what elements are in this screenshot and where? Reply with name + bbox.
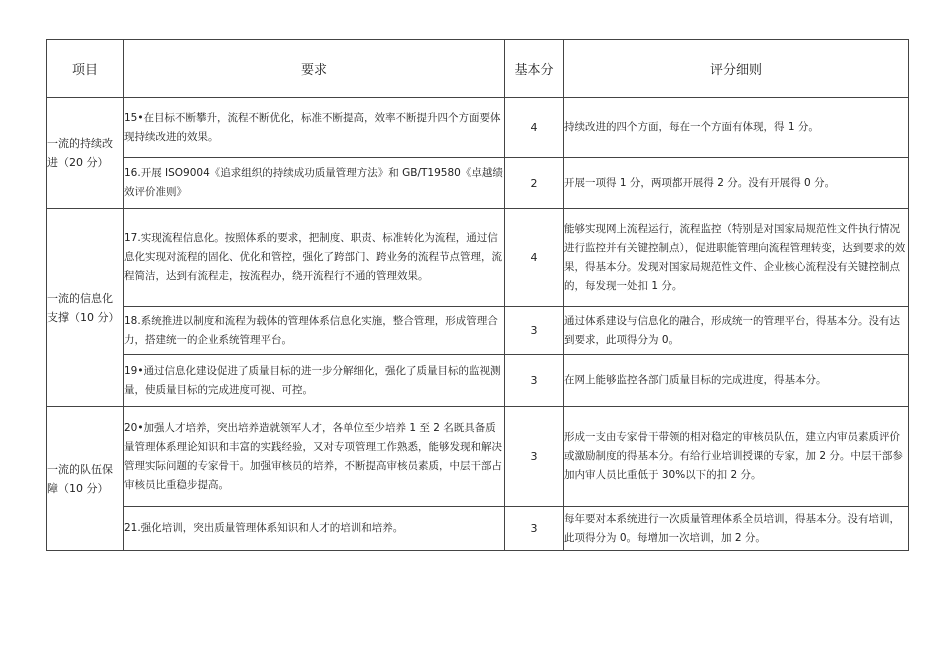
table-row xyxy=(47,98,909,158)
score-cell: 3 xyxy=(505,355,564,407)
table-row xyxy=(47,507,909,551)
requirement-cell: 19•通过信息化建设促进了质量目标的进一步分解细化，强化了质量目标的监视测量，使质量目标的完成进度可视、可控。 xyxy=(124,355,505,407)
table-row xyxy=(47,407,909,507)
header-base-score: 基本分 xyxy=(505,40,564,98)
score-cell: 3 xyxy=(505,307,564,355)
detail-cell: 每年要对本系统进行一次质量管理体系全员培训，得基本分。没有培训，此项得分为 0。每增加一次培训，加 2 分。 xyxy=(564,507,909,551)
detail-cell: 形成一支由专家骨干带领的相对稳定的审核员队伍，建立内审员素质评价或激励制度的得基本分。有给行业培训授课的专家，加 2 分。中层干部参加内审人员比重低于 30%以下的扣 2 分。 xyxy=(564,407,909,507)
requirement-cell: 15•在目标不断攀升，流程不断优化，标准不断提高，效率不断提升四个方面要体现持续改进的效果。 xyxy=(124,98,505,158)
requirement-cell: 16.开展 ISO9004《追求组织的持续成功质量管理方法》和 GB/T19580《卓越绩效评价准则》 xyxy=(124,158,505,209)
detail-cell: 在网上能够监控各部门质量目标的完成进度，得基本分。 xyxy=(564,355,909,407)
requirement-cell: 18.系统推进以制度和流程为载体的管理体系信息化实施，整合管理，形成管理合力，搭建统一的企业系统管理平台。 xyxy=(124,307,505,355)
requirement-cell: 21.强化培训，突出质量管理体系知识和人才的培训和培养。 xyxy=(124,507,505,551)
detail-cell: 持续改进的四个方面，每在一个方面有体现，得 1 分。 xyxy=(564,98,909,158)
header-detail: 评分细则 xyxy=(564,40,909,98)
detail-cell: 开展一项得 1 分，两项都开展得 2 分。没有开展得 0 分。 xyxy=(564,158,909,209)
table-row xyxy=(47,158,909,209)
category-cell: 一流的队伍保障（10 分） xyxy=(47,407,124,551)
score-cell: 2 xyxy=(505,158,564,209)
header-row xyxy=(47,40,909,98)
score-cell: 4 xyxy=(505,209,564,307)
table-row xyxy=(47,355,909,407)
score-cell: 4 xyxy=(505,98,564,158)
score-cell: 3 xyxy=(505,507,564,551)
header-requirement: 要求 xyxy=(124,40,505,98)
table-row xyxy=(47,307,909,355)
header-item: 项目 xyxy=(47,40,124,98)
table-row xyxy=(47,209,909,307)
detail-cell: 能够实现网上流程运行，流程监控（特别是对国家局规范性文件执行情况进行监控并有关键控制点），促进职能管理向流程管理转变，达到要求的效果，得基本分。发现对国家局规范性文件、企业核心流程没有关键控制点的，每发现一处扣 1 分。 xyxy=(564,209,909,307)
score-cell: 3 xyxy=(505,407,564,507)
category-cell: 一流的信息化支撑（10 分） xyxy=(47,209,124,407)
scoring-table xyxy=(46,39,909,551)
category-cell: 一流的持续改进（20 分） xyxy=(47,98,124,209)
detail-cell: 通过体系建设与信息化的融合，形成统一的管理平台，得基本分。没有达到要求，此项得分为 0。 xyxy=(564,307,909,355)
requirement-cell: 20•加强人才培养，突出培养造就领军人才，各单位至少培养 1 至 2 名既具备质量管理体系理论知识和丰富的实践经验，又对专项管理工作熟悉，能够发现和解决管理实际问题的专家骨干。加强审核员的培养，不断提高审核员素质，中层干部占审核员比重稳步提高。 xyxy=(124,407,505,507)
requirement-cell: 17.实现流程信息化。按照体系的要求，把制度、职责、标准转化为流程，通过信息化实现对流程的固化、优化和管控，强化了跨部门、跨业务的流程节点管理，流程简洁，达到有流程走，按流程办，绕开流程行不通的管理效果。 xyxy=(124,209,505,307)
